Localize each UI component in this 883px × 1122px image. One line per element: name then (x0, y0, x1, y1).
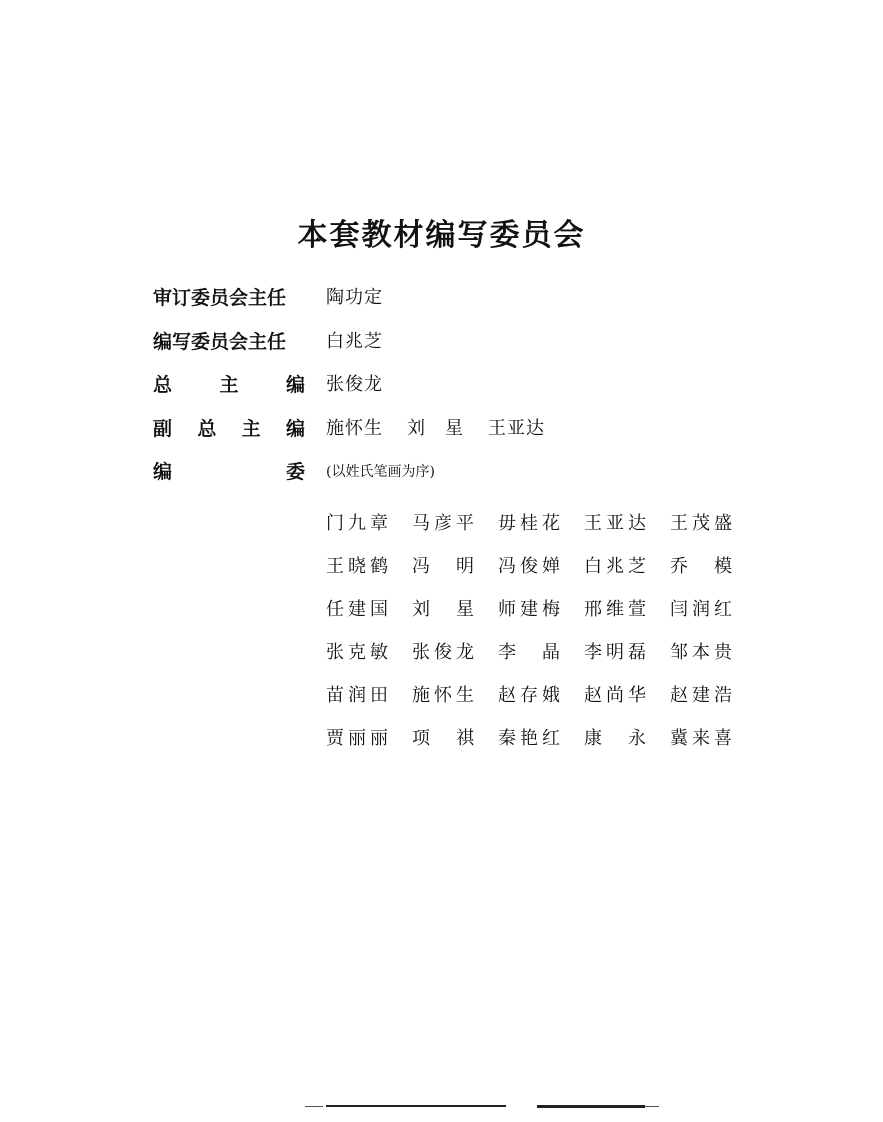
member-name: 赵 建 浩 (670, 684, 732, 706)
member-name: 苗 润 田 (326, 684, 388, 706)
person-name: 王亚达 (488, 418, 545, 439)
footer-rule-right (537, 1105, 645, 1108)
footer-dash (645, 1106, 659, 1107)
member-name: 王 亚 达 (584, 512, 646, 534)
footer-rule-left (326, 1105, 506, 1107)
member-name: 师 建 梅 (498, 598, 560, 620)
member-name: 王 晓 鹤 (326, 555, 388, 577)
member-name: 闫 润 红 (670, 598, 732, 620)
member-row (326, 500, 732, 543)
member-name: 施 怀 生 (412, 684, 474, 706)
person-name: 刘 星 (407, 418, 464, 439)
member-name: 门 九 章 (326, 512, 388, 534)
member-name: 王 茂 盛 (670, 512, 732, 534)
role-value (326, 327, 407, 357)
role-label-char: 总 (197, 418, 217, 440)
role-label: 审订委员会主任 (153, 287, 287, 309)
member-name: 冀 来 喜 (670, 727, 732, 749)
person-name: 施怀生 (326, 418, 383, 439)
role-label-char: 委 (285, 461, 305, 483)
role-label-char: 副 (153, 418, 173, 440)
member-row (326, 715, 732, 758)
member-row (326, 629, 732, 672)
member-name: 马 彦 平 (412, 512, 474, 534)
role-label-char: 总 (153, 374, 173, 396)
member-name: 赵 存 娥 (498, 684, 560, 706)
member-name: 冯 明 (412, 555, 474, 577)
member-name: 乔 模 (670, 555, 732, 577)
person-name: 陶功定 (326, 287, 383, 308)
committee-members-grid (326, 500, 732, 758)
role-value (326, 414, 569, 444)
member-name: 贾 丽 丽 (326, 727, 388, 749)
member-name: 邢 维 萱 (584, 598, 646, 620)
member-row (326, 543, 732, 586)
member-name: 康 永 (584, 727, 646, 749)
role-label-char: 编 (153, 461, 173, 483)
role-row-deputy-chief-editor (153, 414, 569, 444)
member-name: 刘 星 (412, 598, 474, 620)
role-label: 编写委员会主任 (153, 331, 287, 353)
member-row (326, 672, 732, 715)
role-row-chief-editor (153, 370, 407, 400)
role-row-review-director (153, 283, 407, 313)
member-row (326, 586, 732, 629)
role-label-char: 主 (219, 374, 239, 396)
role-label-char: 主 (241, 418, 261, 440)
member-name: 邹 本 贵 (670, 641, 732, 663)
person-name: 张俊龙 (326, 374, 383, 395)
page-title: 本套教材编写委员会 (297, 218, 586, 253)
role-label (153, 370, 305, 400)
member-name: 毋 桂 花 (498, 512, 560, 534)
role-label (153, 457, 305, 487)
member-name: 李 晶 (498, 641, 560, 663)
member-name: 白 兆 芝 (584, 555, 646, 577)
person-name: 白兆芝 (326, 331, 383, 352)
role-label-char: 编 (285, 374, 305, 396)
role-row-writing-director (153, 327, 407, 357)
member-name: 冯 俊 婵 (498, 555, 560, 577)
member-name: 张 俊 龙 (412, 641, 474, 663)
member-name: 李 明 磊 (584, 641, 646, 663)
member-name: 项 祺 (412, 727, 474, 749)
role-row-editorial-board (153, 457, 435, 487)
footer-dash (305, 1106, 323, 1107)
role-value (326, 283, 407, 313)
member-name: 赵 尚 华 (584, 684, 646, 706)
member-name: 秦 艳 红 (498, 727, 560, 749)
role-label-char: 编 (285, 418, 305, 440)
member-name: 张 克 敏 (326, 641, 388, 663)
member-name: 任 建 国 (326, 598, 388, 620)
role-value (326, 457, 435, 487)
role-label (153, 414, 305, 444)
role-value (326, 370, 407, 400)
ordering-note: (以姓氏笔画为序) (326, 464, 435, 480)
